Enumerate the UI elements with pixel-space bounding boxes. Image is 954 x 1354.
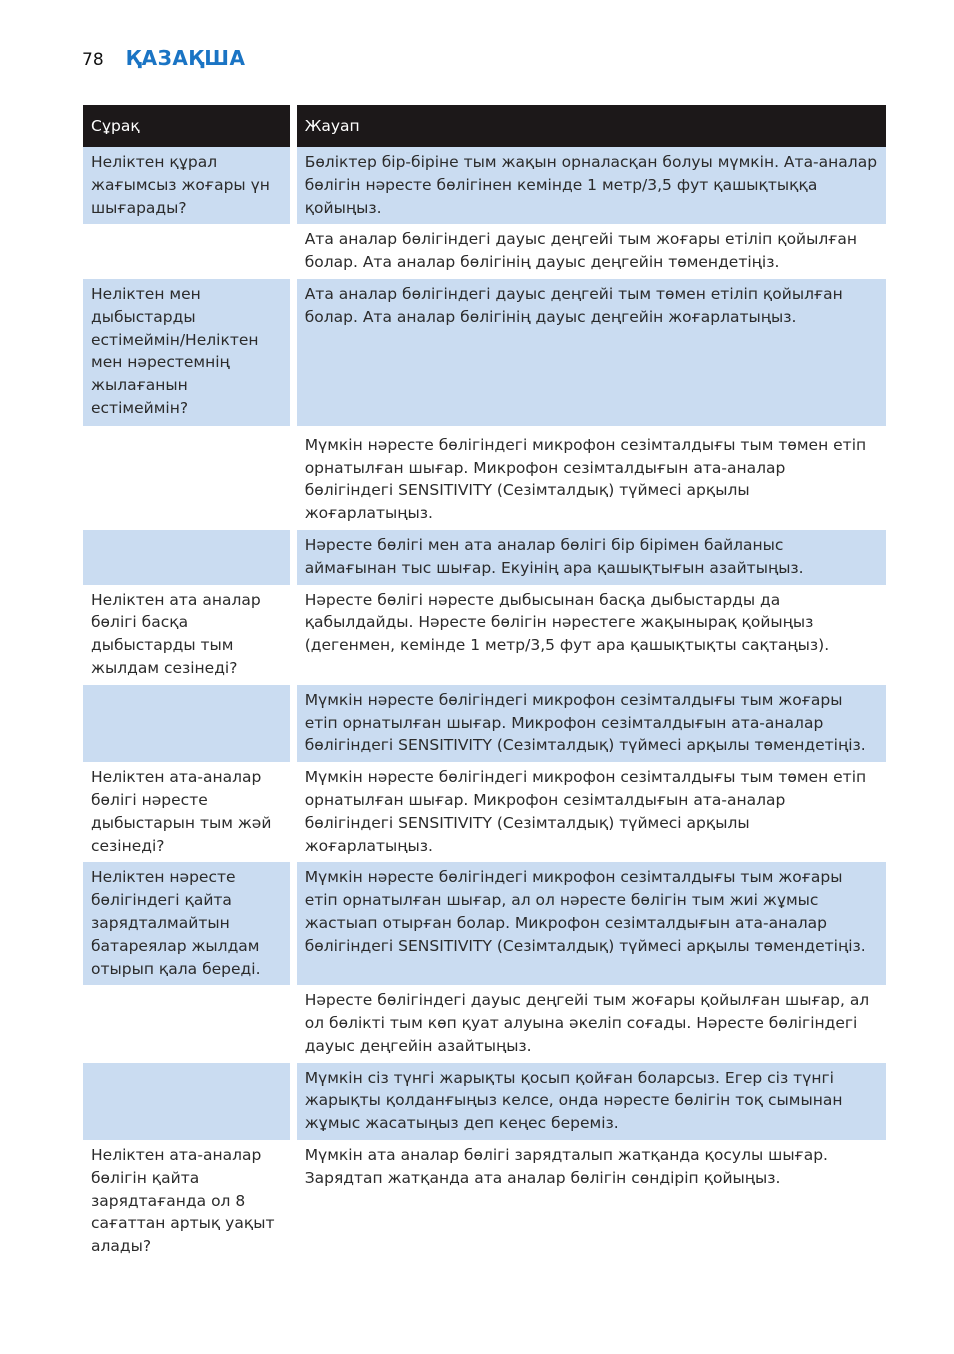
question-cell: Неліктен мен дыбыстарды естімеймін/Неліктен мен нәрестемнің жылағанын естімеймін? <box>83 279 293 426</box>
table-row <box>83 224 886 279</box>
question-cell <box>83 224 293 279</box>
question-cell <box>83 985 293 1062</box>
question-cell: Неліктен нәресте бөлігіндегі қайта зарядталмайтын батареялар жылдам отырып қала береді. <box>83 862 293 985</box>
answer-cell: Мүмкін сіз түнгі жарықты қосып қойған боларсыз. Егер сіз түнгі жарықты қолданғыңыз келсе, онда нәресте бөлігін тоқ сымынан жұмыс жасатыңыз деп кеңес береміз. <box>293 1063 886 1140</box>
table-row <box>83 762 886 862</box>
table-row <box>83 147 886 224</box>
question-cell <box>83 530 293 585</box>
answer-cell: Нәресте бөлігіндегі дауыс деңгейі тым жоғары қойылған шығар, ал ол бөлікті тым көп қуат алуына әкеліп соғады. Нәресте бөлігіндегі дауыс деңгейін азайтыңыз. <box>293 985 886 1062</box>
table-row <box>83 862 886 985</box>
answer-cell: Ата аналар бөлігіндегі дауыс деңгейі тым төмен етіліп қойылған болар. Ата аналар бөлігінің дауыс деңгейін жоғарлатыңыз. <box>293 279 886 426</box>
table-row <box>83 279 886 426</box>
answer-cell: Мүмкін нәресте бөлігіндегі микрофон сезімталдығы тым төмен етіп орнатылған шығар. Микрофон сезімталдығын ата-аналар бөлігіндегі SENSITIVITY (Сезімталдық) түймесі арқылы жоғарлатыңыз. <box>293 762 886 862</box>
page-header <box>82 46 246 70</box>
question-cell: Неліктен ата-аналар бөлігі нәресте дыбыстарын тым жәй сезінеді? <box>83 762 293 862</box>
faq-table <box>83 105 886 1263</box>
question-cell <box>83 1063 293 1140</box>
answer-cell: Бөліктер бір-біріне тым жақын орналасқан болуы мүмкін. Ата-аналар бөлігін нәресте бөлігінен кемінде 1 метр/3,5 фут қашықтыққа қойыңыз. <box>293 147 886 224</box>
question-cell: Неліктен құрал жағымсыз жоғары үн шығарады? <box>83 147 293 224</box>
table-row <box>83 1140 886 1263</box>
table-row <box>83 426 886 530</box>
question-cell <box>83 685 293 762</box>
answer-cell: Нәресте бөлігі мен ата аналар бөлігі бір бірімен байланыс аймағынан тыс шығар. Екуінің ара қашықтығын азайтыңыз. <box>293 530 886 585</box>
page-title: ҚАЗАҚША <box>125 46 246 70</box>
header-question: Сұрақ <box>83 105 293 147</box>
header-answer: Жауап <box>293 105 886 147</box>
question-cell: Неліктен ата аналар бөлігі басқа дыбыстарды тым жылдам сезінеді? <box>83 585 293 685</box>
answer-cell: Нәресте бөлігі нәресте дыбысынан басқа дыбыстарды да қабылдайды. Нәресте бөлігін нәрестеге жақынырақ қойыңыз (дегенмен, кемінде 1 метр/3,5 фут ара қашықтықты сақтаңыз). <box>293 585 886 685</box>
table-row <box>83 685 886 762</box>
table-row <box>83 530 886 585</box>
answer-cell: Мүмкін нәресте бөлігіндегі микрофон сезімталдығы тым төмен етіп орнатылған шығар. Микрофон сезімталдығын ата-аналар бөлігіндегі SENSITIVITY (Сезімталдық) түймесі арқылы жоғарлатыңыз. <box>293 426 886 530</box>
question-cell: Неліктен ата-аналар бөлігін қайта зарядтағанда ол 8 сағаттан артық уақыт алады? <box>83 1140 293 1263</box>
table-row <box>83 585 886 685</box>
answer-cell: Мүмкін ата аналар бөлігі зарядталып жатқанда қосулы шығар. Зарядтап жатқанда ата аналар бөлігін сөндіріп қойыңыз. <box>293 1140 886 1263</box>
table-row <box>83 985 886 1062</box>
answer-cell: Мүмкін нәресте бөлігіндегі микрофон сезімталдығы тым жоғары етіп орнатылған шығар. Микрофон сезімталдығын ата-аналар бөлігіндегі SENSITIVITY (Сезімталдық) түймесі арқылы төмендетіңіз. <box>293 685 886 762</box>
page-number: 78 <box>82 50 104 70</box>
table-row <box>83 1063 886 1140</box>
answer-cell: Ата аналар бөлігіндегі дауыс деңгейі тым жоғары етіліп қойылған болар. Ата аналар бөлігінің дауыс деңгейін төмендетіңіз. <box>293 224 886 279</box>
table-header-row <box>83 105 886 147</box>
question-cell <box>83 426 293 530</box>
answer-cell: Мүмкін нәресте бөлігіндегі микрофон сезімталдығы тым жоғары етіп орнатылған шығар, ал ол нәресте бөлігін тым жиі жұмыс жастыап отырған болар. Микрофон сезімталдығын ата-аналар бөлігіндегі SENSITIVITY (Сезімталдық) түймесі арқылы төмендетіңіз. <box>293 862 886 985</box>
